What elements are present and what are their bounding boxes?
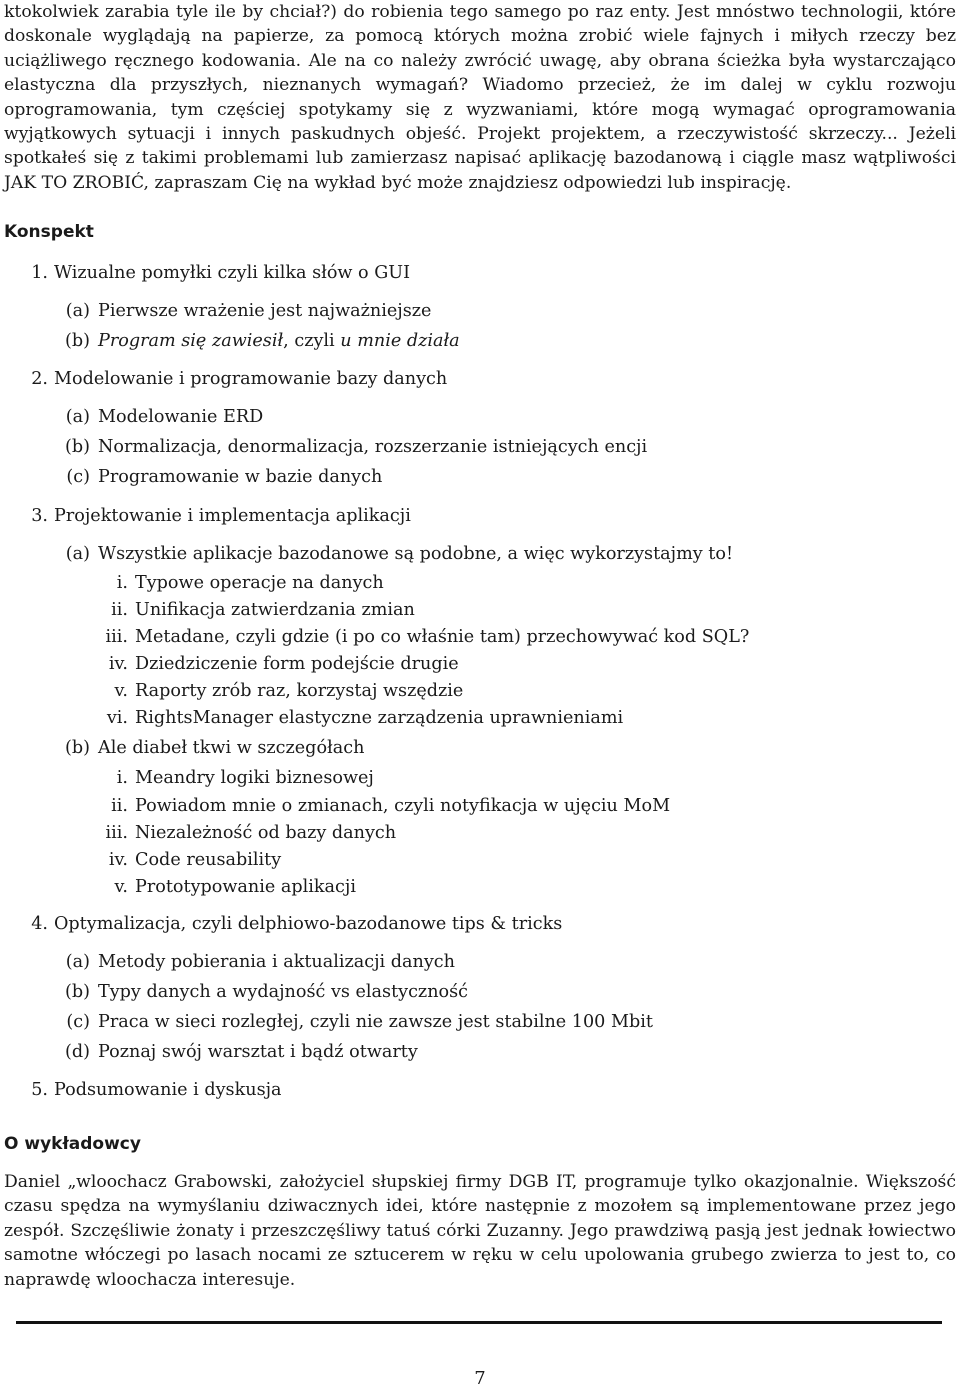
item-text: Ale diabeł tkwi w szczegółach bbox=[98, 738, 365, 758]
item-number: i. bbox=[116, 573, 128, 593]
item-text: Modelowanie i programowanie bazy danych bbox=[54, 369, 448, 389]
item-number: (b) bbox=[65, 437, 90, 457]
page-number: 7 bbox=[474, 1368, 486, 1389]
item-number: (b) bbox=[65, 331, 90, 351]
item-number: iv. bbox=[108, 850, 128, 870]
item-text: Wizualne pomyłki czyli kilka słów o GUI bbox=[54, 263, 411, 283]
intro-paragraph: ktokolwiek zarabia tyle ile by chciał?) do robienia tego samego po raz enty. Jest mnóstwo technologii, które doskonale wyglądają na papierze, za pomocą których można zrobić wiele fajnych i miłych rzeczy bez uciążliwego ręcznego kodowania. Ale na co należy zwrócić uwagę, aby obrana ścieżka była wystarczająco elastyczna dla przyszłych, nieznanych wymagań? Wiadomo przecież, że im dalej w cyklu rozwoju oprogramowania, tym częściej spotykamy się z wyzwaniami, które mogą wymagać oprogramowania wyjątkowych sytuacji i innych paskudnych objeść. Projekt projektem, a rzeczywistość skrzeczy... Jeżeli spotkałeś się z takimi problemami lub zamierzasz napisać aplikację bazodanową i ciągle masz wątpliwości JAK TO ZROBIĆ, zapraszam Cię na wykład być może znajdziesz odpowiedzi lub inspirację. bbox=[4, 2, 956, 193]
item-number: (a) bbox=[65, 301, 90, 321]
item-text: Praca w sieci rozległej, czyli nie zawsze jest stabilne 100 Mbit bbox=[98, 1012, 653, 1032]
item-text: Modelowanie ERD bbox=[98, 407, 264, 427]
item-text bbox=[98, 331, 460, 351]
item-text: Dziedziczenie form podejście drugie bbox=[135, 654, 459, 674]
item-number: ii. bbox=[111, 796, 128, 816]
item-number: 4. bbox=[31, 914, 48, 934]
item-text: Optymalizacja, czyli delphiowo-bazodanowe tips & tricks bbox=[54, 914, 563, 934]
item-number: iii. bbox=[105, 627, 128, 647]
item-text: Poznaj swój warsztat i bądź otwarty bbox=[98, 1042, 418, 1062]
italic-phrase: u mnie działa bbox=[340, 331, 460, 351]
item-number: (a) bbox=[65, 544, 90, 564]
item-number: (b) bbox=[65, 982, 90, 1002]
item-number: iii. bbox=[105, 823, 128, 843]
footer-rule bbox=[16, 1321, 942, 1324]
item-number: 2. bbox=[31, 369, 48, 389]
item-number: (a) bbox=[65, 952, 90, 972]
item-text: Typy danych a wydajność vs elastyczność bbox=[98, 982, 469, 1002]
item-text: Wszystkie aplikacje bazodanowe są podobne, a więc wykorzystajmy to! bbox=[98, 544, 734, 564]
item-text: Metadane, czyli gdzie (i po co właśnie tam) przechowywać kod SQL? bbox=[135, 627, 750, 647]
about-heading: O wykładowcy bbox=[4, 1134, 141, 1154]
italic-phrase: Program się zawiesił bbox=[98, 331, 284, 351]
item-number: 3. bbox=[31, 506, 48, 526]
item-number: iv. bbox=[108, 654, 128, 674]
item-number: i. bbox=[116, 768, 128, 788]
item-number: (c) bbox=[66, 1012, 90, 1032]
item-number: v. bbox=[114, 681, 128, 701]
item-number: 1. bbox=[31, 263, 48, 283]
item-number: (c) bbox=[66, 467, 90, 487]
item-text: Normalizacja, denormalizacja, rozszerzanie istniejących encji bbox=[98, 437, 648, 457]
item-text: Raporty zrób raz, korzystaj wszędzie bbox=[135, 681, 464, 701]
item-number: v. bbox=[114, 877, 128, 897]
item-number: 5. bbox=[31, 1080, 48, 1100]
item-text: Typowe operacje na danych bbox=[135, 573, 384, 593]
item-text: Pierwsze wrażenie jest najważniejsze bbox=[98, 301, 432, 321]
item-number: vi. bbox=[106, 708, 128, 728]
item-text: Powiadom mnie o zmianach, czyli notyfikacja w ujęciu MoM bbox=[135, 796, 671, 816]
item-number: (d) bbox=[65, 1042, 90, 1062]
konspekt-heading: Konspekt bbox=[4, 222, 94, 242]
item-text: Projektowanie i implementacja aplikacji bbox=[54, 506, 411, 526]
about-paragraph: Daniel „wloochacz Grabowski, założyciel słupskiej firmy DGB IT, programuje tylko okazjonalnie. Większość czasu spędza na wymyślaniu dziwacznych idei, które następnie z mozołem są implementowane przez jego zespół. Szczęśliwie żonaty i przeszczęśliwy tatuś córki Zuzanny. Jego prawdziwą pasją jest jednak łowiectwo samotne włóczegi po lasach nocami ze sztucerem w ręku w celu upolowania grubego zwierza to jest to, co naprawdę wloochacza interesuje. bbox=[4, 1172, 956, 1290]
item-text: Code reusability bbox=[135, 850, 282, 870]
item-text: Unifikacja zatwierdzania zmian bbox=[135, 600, 415, 620]
item-text: Prototypowanie aplikacji bbox=[135, 877, 356, 897]
item-number: (b) bbox=[65, 738, 90, 758]
item-text: Podsumowanie i dyskusja bbox=[54, 1080, 282, 1100]
item-text: RightsManager elastyczne zarządzenia uprawnieniami bbox=[135, 708, 624, 728]
item-number: (a) bbox=[65, 407, 90, 427]
item-text: Niezależność od bazy danych bbox=[135, 823, 397, 843]
item-text-mid: , czyli bbox=[283, 331, 341, 351]
item-text: Metody pobierania i aktualizacji danych bbox=[98, 952, 455, 972]
item-number: ii. bbox=[111, 600, 128, 620]
item-text: Programowanie w bazie danych bbox=[98, 467, 383, 487]
item-text: Meandry logiki biznesowej bbox=[135, 768, 374, 788]
